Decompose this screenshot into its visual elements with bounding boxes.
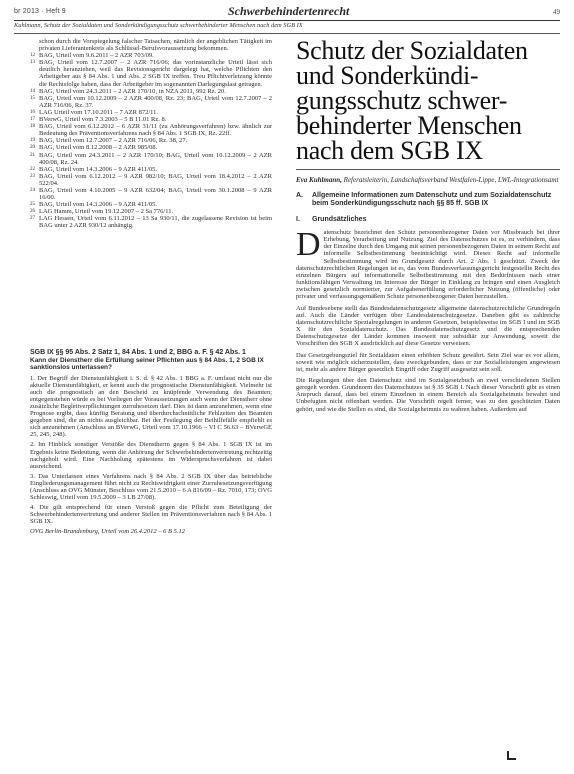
section-title: Schwerbehindertenrecht xyxy=(228,4,350,18)
footnote-number: 19 xyxy=(30,138,35,144)
page-number: 49 xyxy=(553,8,560,16)
footnote-number: 21 xyxy=(30,152,35,158)
left-column xyxy=(30,38,272,766)
footnote-number: 18 xyxy=(30,124,35,130)
footnotes xyxy=(30,38,272,343)
title-line: behinderter Menschen xyxy=(296,111,522,140)
author-affiliation: Referatsleiterin, Landschaftsverband Westfalen-Lippe, LWL-Integrationsamt xyxy=(343,176,559,184)
issue-label: br 2013 · Heft 9 xyxy=(14,8,66,15)
footnote xyxy=(30,208,272,215)
footnote xyxy=(30,187,272,201)
article-title xyxy=(296,38,560,163)
footnote xyxy=(30,144,272,151)
footnote-number: 23 xyxy=(30,173,35,179)
footnote-number: 27 xyxy=(30,216,35,222)
footnote xyxy=(30,88,272,95)
footnote xyxy=(30,166,272,173)
page-header xyxy=(14,6,560,20)
footnote-number: 26 xyxy=(30,209,35,215)
footnote-text: BAG, Urteil vom 14.3.2006 – 9 AZR 411/05. xyxy=(39,165,158,173)
footnote-number: 22 xyxy=(30,166,35,172)
section-i-label: I. xyxy=(296,216,300,223)
footnote xyxy=(30,59,272,87)
ruling-heading: SGB IX §§ 95 Abs. 2 Satz 1, 84 Abs. 1 und 2, BBG a. F. § 42 Abs. 1 xyxy=(30,349,246,356)
running-title-rule xyxy=(14,33,560,34)
section-a-label: A. xyxy=(296,192,303,199)
continuation-mark-icon xyxy=(507,751,516,760)
footnote-text: BAG, Urteil vom 14.3.2006 – 9 AZR 411/05. xyxy=(39,201,158,209)
footnote-text: BAG, Urteil vom 24.3.2011 – 2 AZR 170/10; BAG, Urteil vom 10.12.2009 – 2 AZR 400/08, Rz. 24. xyxy=(39,151,272,166)
footnote-text: BAG, Urteil vom 12.7.2007 – 2 AZR 716/06, Rz. 38, 27. xyxy=(39,137,188,145)
footnote-text: BAG, Urteil vom 24.3.2011 – 2 AZR 170/10, in NZA 2011, 992 Rz. 20. xyxy=(39,87,226,95)
footnote xyxy=(30,201,272,208)
article-paragraph: Die Regelungen über den Datenschutz sind im Sozialgesetzbuch an zwei verschiedenen Stellen geregelt worden. Grundnorm des Datenschutzes ist § 35 SGB I. Nach dieser Vorschrift gibt es einen Anspruch darauf, dass bei einem Einzelnen in einem Bereich als Sozialgeheimnis bewahrt und Unbefugten nicht offenbart werden. Die Vorschrift regelt ferner, was zu den geschützten Daten gehört, und wie die Stellen es sind, die Sozialgeheimnis zu wahren haben. Außerdem auf xyxy=(296,376,560,413)
title-line: gungsschutz schwer- xyxy=(296,86,508,115)
title-rule xyxy=(296,169,560,170)
ruling-paragraph: 4. Die gilt entsprechend für einen Verstoß gegen die Pflicht zum Beteiligung der Schwerbehindertenvertretung und anderer Stellen im Präventionsverfahren nach § 84 Abs. 1 SGB IX. xyxy=(30,504,272,526)
footnote-text: schon durch die Vorspiegelung falscher Tatsachen, nämlich der angeblichen Tätigkeit im privaten Lieferantenkreis als Schlüssel-Berufsvoraussetzung bekommen. xyxy=(39,38,272,53)
footnote xyxy=(30,137,272,144)
footnote-text: BAG, Urteil vom 6.12.2012 – 9 AZR 982/10; BAG, Urteil vom 18.4.2012 – 2 AZR 522/04. xyxy=(39,172,272,187)
footnote xyxy=(30,116,272,123)
section-a-title: Allgemeine Informationen zum Datenschutz und zum Sozialdatenschutz beim Sonderkündigungsschutz nach §§ 85 ff. SGB IX xyxy=(312,192,552,207)
footnote-text: BVerwG, Urteil vom 7.3.2003 – 5 B 11.01 Rz. 8. xyxy=(39,116,167,124)
article-paragraph: Das Gesetzgebungsziel für Sozialdaten einen erhöhten Schutz gewährt. Sein Ziel war es vor allem, soweit wie möglich sicherzustellen, dass zweckgebunden, dass er zur Sozialleistungen angewiesen ist, mehr als andere Bürger gesetzlich Eingriff oder Zugriff ausgesetzt sein soll. xyxy=(296,351,560,373)
footnote-text: BAG, Urteil vom 12.7.2007 – 2 AZR 716/06; das vorinstanzliche Urteil lässt sich deutlich heranziehen, weil das Revisionsgericht dargelegt hat, welche Pflichten den Arbeitgeber aus § 84 Abs. 1 und Abs. 2 SGB IX treffen. Treu Pflichtverletzung könnte die Rechtsfolge haben, dass der Arbeitgeber im sogenannten Darlegungslast getragen. xyxy=(39,59,272,88)
footnote-text: BAG, Urteil vom 8.12.2008 – 2 AZR 985/08. xyxy=(39,144,158,152)
section-a-heading xyxy=(296,192,560,208)
footnote xyxy=(30,38,272,52)
footnote-number: 14 xyxy=(30,88,35,94)
footnote-text: LAG Hamm, Urteil vom 19.12.2007 – 2 Sa 776/11. xyxy=(39,208,174,216)
paragraph-text: atenschutz bezeichnet den Schutz personenbezogener Daten vor Missbrauch bei ihrer Erhebung, Verarbeitung und Nutzung. Ziel des Datenschutzes ist es, zu verhindern, dass der Einzelne durch den Umgang mit seinen personenbezogenen Daten in seinem Recht auf informelle Selbstbestimmung beeinträchtigt wird. Dieses Recht auf informelle Selbstbestimmung wird im Grundgesetz durch Art. 2 Abs. 1 geschützt. Zweck der datenschutzrechtlichen Regelungen ist es, das vom Bundesverfassungsgericht festgestellte Recht des einzelnen Bürgers auf informationelle Selbstbestimmung mit den Bedürfnissen nach einer funktionsfähigen Verwaltung im Interesse der Bürger in Einklang zu bringen und einen Ausgleich zwischen gesetzlich normierter, zur Aufgabenerfüllung erforderlicher Nutzung (öffentliche) oder privater und verfassungsgemäßem Schutz personenbezogener Daten herzustellen. xyxy=(296,229,560,301)
footnote xyxy=(30,215,272,229)
drop-cap: D xyxy=(296,226,321,263)
ruling-paragraph: 3. Das Unterlassen eines Verfahrens nach § 84 Abs. 2 SGB IX über das betriebliche Eingliederungsmanagement führt nicht zu Rechtswidrigkeit einer Zurruhesetzungsverfügung (Anschluss an OVG Münster, Beschluss vom 21.5.2010 – 6 A 816/09 – Rz. 7010, 173; OVG Schleswig, Urteil vom 19.5.2009 – 3 LB 27/08). xyxy=(30,472,272,502)
footnote-text: BAG, Urteil vom 9.6.2011 – 2 AZR 703/09. xyxy=(39,52,154,60)
footnote-number: 20 xyxy=(30,145,35,151)
header-rule xyxy=(14,20,560,21)
section-i-heading xyxy=(296,216,560,224)
footnote-number: 16 xyxy=(30,109,35,115)
footnote-number: 25 xyxy=(30,202,35,208)
footnote xyxy=(30,109,272,116)
right-column xyxy=(296,38,560,766)
footnote-number: 15 xyxy=(30,95,35,101)
footnote-text: LAG Urteil vom 17.10.2011 – 7 AZR 872/11. xyxy=(39,108,159,116)
footnote-number: 12 xyxy=(30,53,35,59)
title-line: nach dem SGB IX xyxy=(296,136,483,165)
ruling-paragraph: 2. Im Hinblick sonstiger Verstöße des Dienstherrn gegen § 84 Abs. 1 SGB IX ist im Ergebnis keine Bedeutung, wenn die Anhörung der Schwerbehindertenvertretung rechtzeitig nachgeholt wird. Eine Nachholung spätestens im Widerspruchsverfahren ist dabei ausreichend. xyxy=(30,441,272,470)
running-title: Kuhlmann, Schutz der Sozialdaten und Sonderkündigungsschutz schwerbehinderter Menschen nach dem SGB IX xyxy=(14,22,303,29)
title-line: Schutz der Sozialdaten xyxy=(296,38,528,65)
title-line: und Sonderkündi- xyxy=(296,61,479,90)
footnote-text: BAG, Urteil vom 10.12.2009 – 2 AZR 400/08, Rz. 23; BAG, Urteil vom 12.7.2007 – 2 AZR 716/06, Rz. 37. xyxy=(39,94,272,109)
footnote xyxy=(30,52,272,59)
footnote-text: BAG, Urteil vom 4.10.2005 – 9 AZR 632/04; BAG, Urteil vom 30.1.2008 – 9 AZR 16/00. xyxy=(39,186,272,202)
ruling-source: OVG Berlin-Brandenburg, Urteil vom 26.4.2012 – 6 B 5.12 xyxy=(30,528,186,536)
footnote-text: BAG, Urteil vom 6.12.2012 – 6 AZR 31/11 (zu Anhörungsverfahren) bzw. ähnlich zur Bedeutung des Präventionsverfahrens nach § 84 Abs. 1 SGB IX, Rz. 22ff. xyxy=(39,123,272,138)
footnote-number: 13 xyxy=(30,60,35,66)
footnote-number: 24 xyxy=(30,187,35,193)
footnote-text: LAG Hessen, Urteil vom 6.11.2012 – 13 Sa 930/11, die zugelassene Revision ist beim BAG unter 2 AZR 930/12 anhängig. xyxy=(39,215,272,230)
footnote xyxy=(30,123,272,137)
footnote xyxy=(30,152,272,166)
ruling-question: Kann der Dienstherr die Erfüllung seiner Pflichten aus § 84 Abs. 1, 2 SGB IX sanktionslos unterlassen? xyxy=(30,357,264,372)
ruling-paragraph: 1. Der Begriff der Dienstunfähigkeit i. S. d. § 42 Abs. 1 BBG a. F. umfasst nicht nur die aktuelle Dienstunfähigkeit, er kennt auch die prognostische Dienstunfähigkeit. Vielmehr ist auch die prognostisch an den Bescheid zu knüpfende Verwendung des Beamten; entgegenstehen würde es bei Vorliegen der Voraussetzungen auch wenn der Dienstherr ohne zusätzliche Begleitverpflichtungen zurruhesetzen darf. Dies ist dann anzunehmen, wenn eine Prognose ergibt, dass künftig Beratung und überdurchschnittliche Fehlzeiten des Beamten gegeben sind, die an nichts ausgleichbar. Bei der Festlegung der Beihilfefälle empfiehlt es sich anzunehmen (Anschluss an BVerwG, Urteil vom 17.10.1966 – VI C 56.63 – BVerwGE 25, 245, 248). xyxy=(30,374,272,439)
footnote xyxy=(30,173,272,187)
author-name: Eva Kuhlmann, xyxy=(296,176,342,184)
footnote-number: 17 xyxy=(30,117,35,123)
article-paragraph: Auf Bundesebene stellt das Bundesdatenschutzgesetz allgemeine datenschutzrechtliche Grundregeln auf. Auch die Länder verfügen über Landesdatenschutzgesetze. Daneben gibt es zahlreiche datenschutzrechtliche Spezialregelungen in anderen Gesetzen, beispielsweise im SGB I und im SGB X für den Sozialdatenschutz. Das Bundesdatenschutzgesetz und die entsprechenden Datenschutzgesetze der Länder kommen insoweit nur subsidiär zur Anwendung, soweit die Vorschriften des SGB X ausdrücklich auf diese Gesetze verweisen. xyxy=(296,304,560,348)
footnote xyxy=(30,95,272,109)
ruling xyxy=(30,349,272,536)
section-i-title: Grundsätzliches xyxy=(312,216,367,223)
author-line xyxy=(296,176,560,184)
article-paragraph xyxy=(296,226,560,301)
